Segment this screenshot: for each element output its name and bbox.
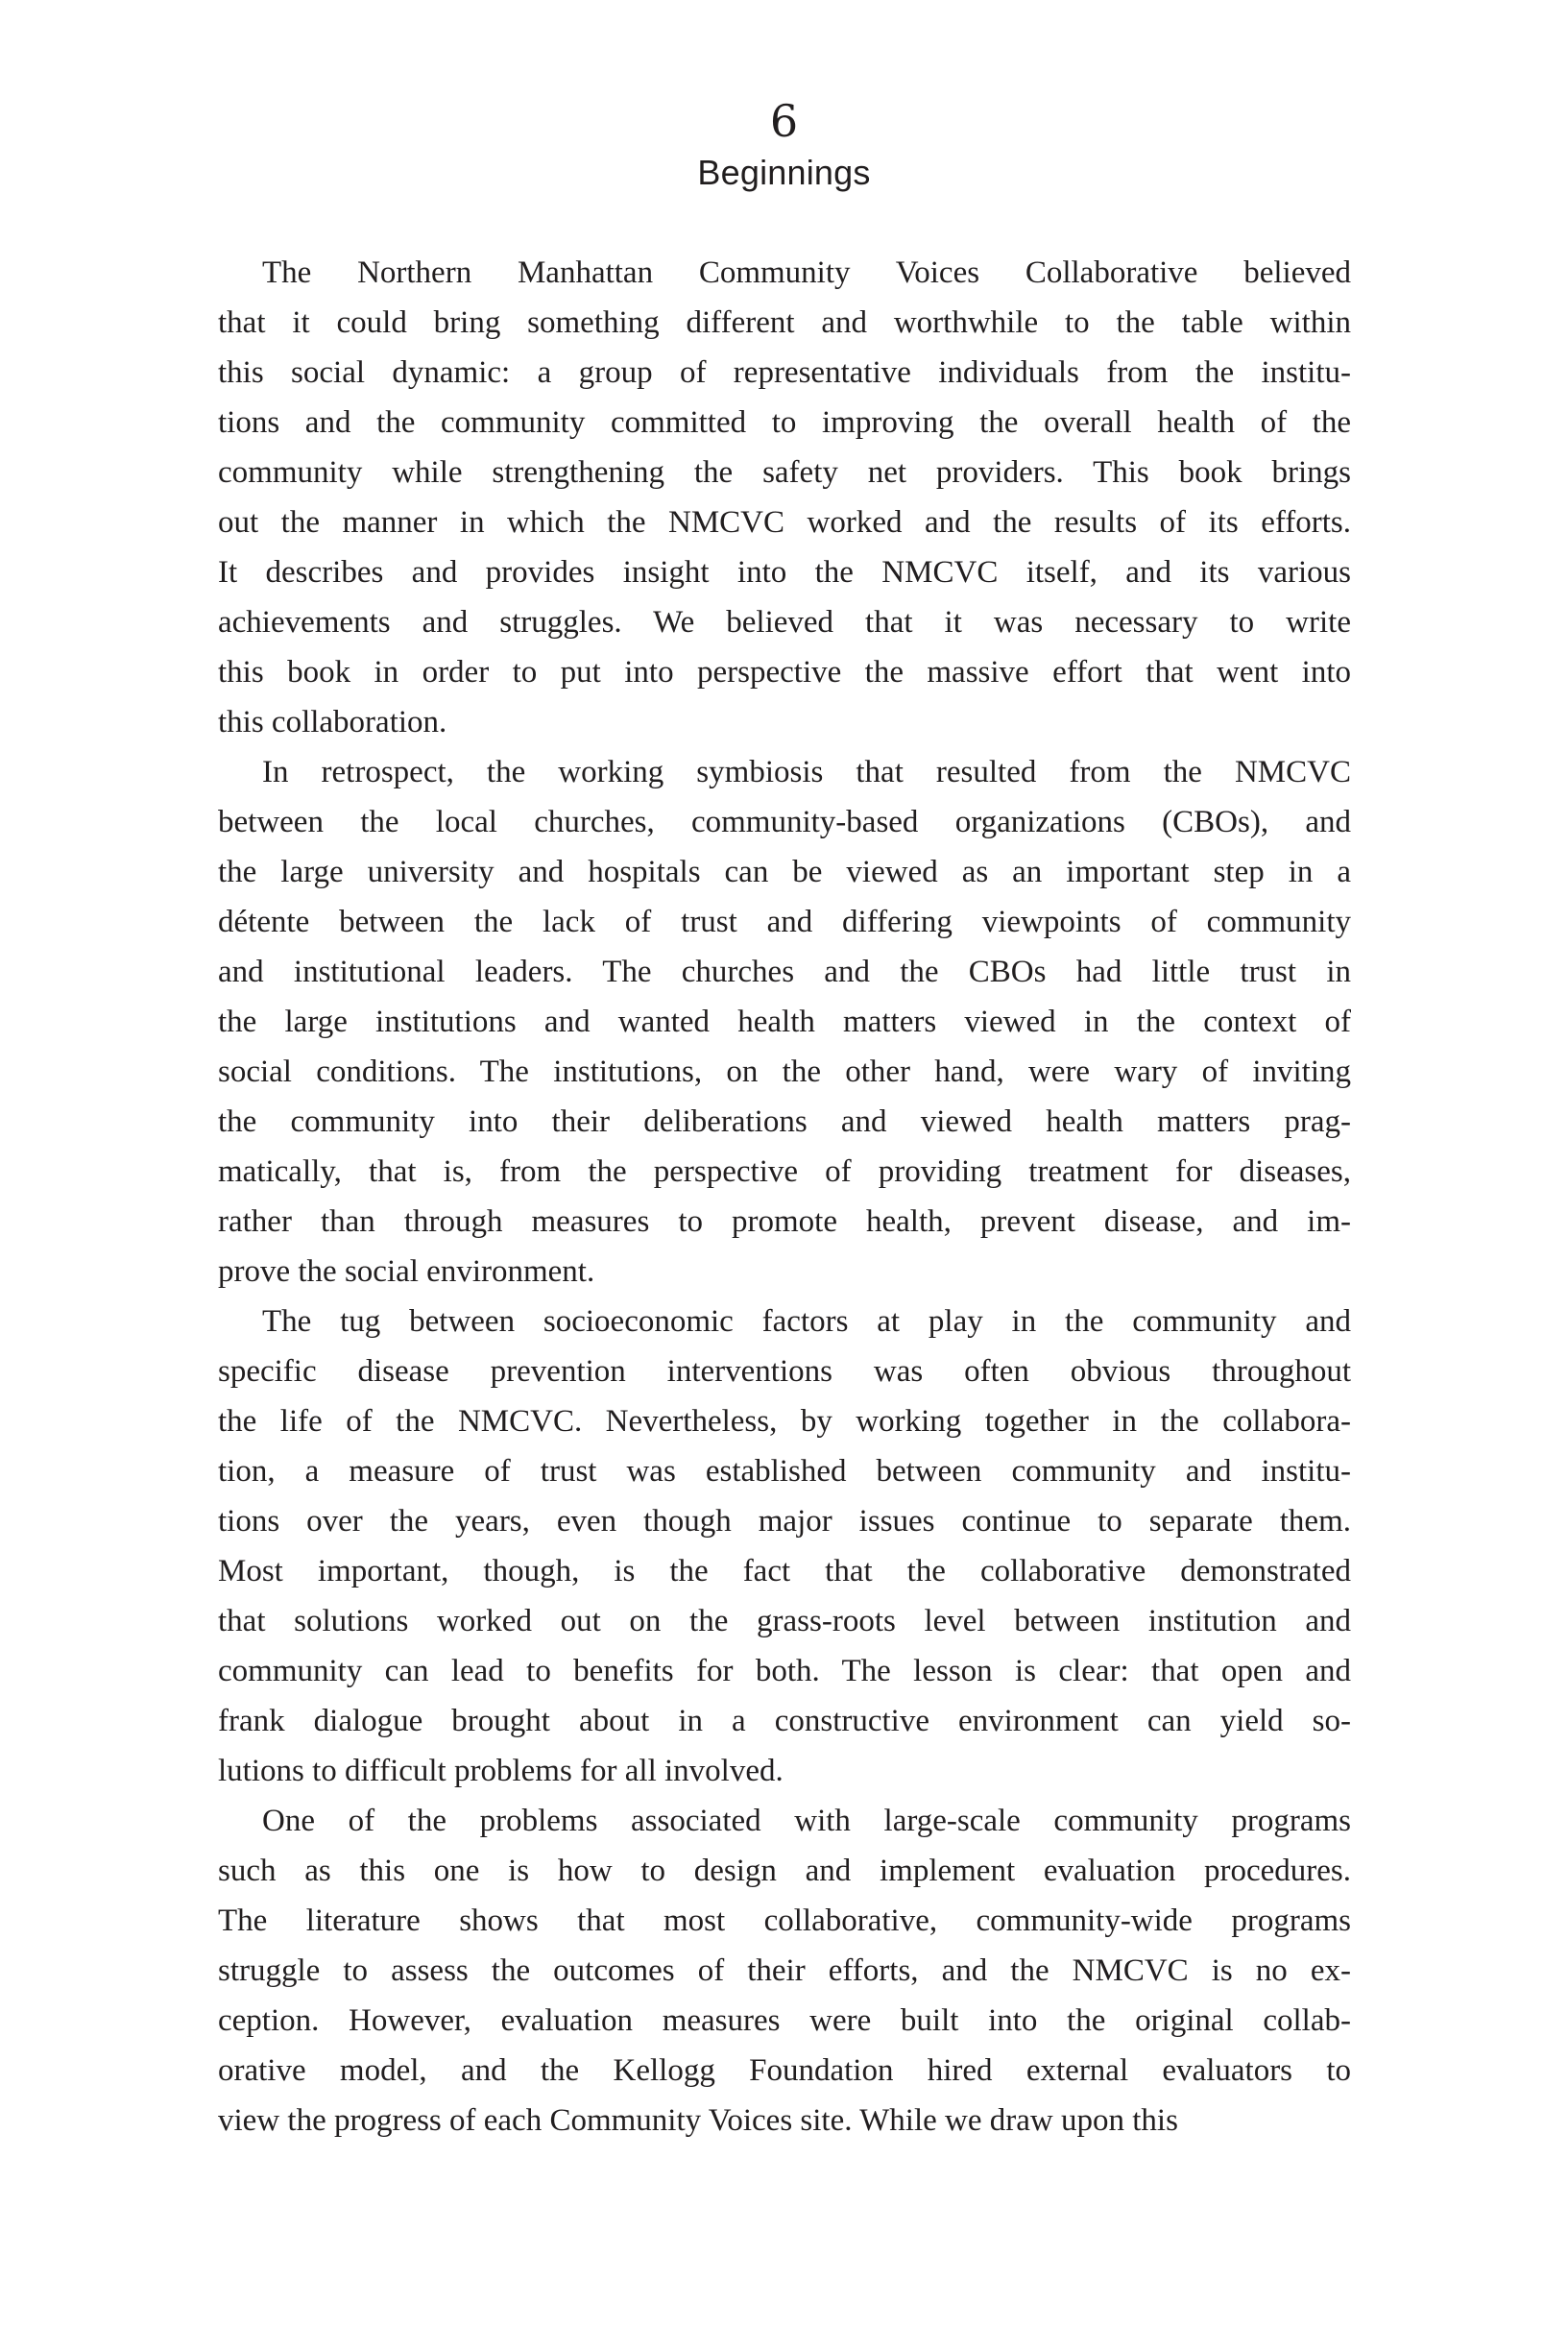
text-line: In retrospect, the working symbiosis that resulted from the NMCVC xyxy=(262,755,1351,789)
text-line: matically, that is, from the perspective of providing treatment for diseases, xyxy=(218,1154,1351,1189)
text-line: that solutions worked out on the grass-roots level between institution and xyxy=(218,1604,1351,1638)
text-line: this book in order to put into perspective the massive effort that went into xyxy=(218,655,1351,690)
text-line: lutions to difficult problems for all involved. xyxy=(218,1754,784,1788)
text-line: frank dialogue brought about in a constructive environment can yield so- xyxy=(218,1704,1351,1738)
text-line: tion, a measure of trust was established between community and institu- xyxy=(218,1454,1351,1489)
text-line: out the manner in which the NMCVC worked and the results of its efforts. xyxy=(218,505,1351,540)
text-line: specific disease prevention interventions was often obvious throughout xyxy=(218,1354,1351,1389)
text-line: rather than through measures to promote health, prevent disease, and im- xyxy=(218,1204,1351,1239)
text-line: that it could bring something different and worthwhile to the table within xyxy=(218,305,1351,340)
text-line: The literature shows that most collaborative, community-wide programs xyxy=(218,1903,1351,1938)
paragraph xyxy=(218,747,1351,1297)
paragraph xyxy=(218,1297,1351,1796)
text-line: view the progress of each Community Voices site. While we draw upon this xyxy=(218,2103,1178,2138)
text-line: the life of the NMCVC. Nevertheless, by working together in the collabora- xyxy=(218,1404,1351,1439)
text-line: the community into their deliberations and viewed health matters prag- xyxy=(218,1104,1351,1139)
text-line: between the local churches, community-based organizations (CBOs), and xyxy=(218,805,1351,839)
text-line: community can lead to benefits for both. The lesson is clear: that open and xyxy=(218,1654,1351,1688)
paragraph xyxy=(218,1796,1351,2146)
text-line: tions over the years, even though major issues continue to separate them. xyxy=(218,1504,1351,1539)
text-line: It describes and provides insight into the NMCVC itself, and its various xyxy=(218,555,1351,590)
text-line: struggle to assess the outcomes of their efforts, and the NMCVC is no ex- xyxy=(218,1953,1351,1988)
text-line: The Northern Manhattan Community Voices Collaborative believed xyxy=(262,255,1351,290)
text-line: the large university and hospitals can be viewed as an important step in a xyxy=(218,855,1351,889)
text-line: this social dynamic: a group of representative individuals from the institu- xyxy=(218,355,1351,390)
text-line: achievements and struggles. We believed that it was necessary to write xyxy=(218,605,1351,640)
text-line: orative model, and the Kellogg Foundation hired external evaluators to xyxy=(218,2053,1351,2088)
paragraph xyxy=(218,248,1351,747)
text-line: community while strengthening the safety net providers. This book brings xyxy=(218,455,1351,490)
text-line: tions and the community committed to improving the overall health of the xyxy=(218,405,1351,440)
text-line: the large institutions and wanted health matters viewed in the context of xyxy=(218,1005,1351,1039)
page-number: 6 xyxy=(769,95,799,147)
text-line: and institutional leaders. The churches and the CBOs had little trust in xyxy=(218,955,1351,989)
text-line: social conditions. The institutions, on the other hand, were wary of inviting xyxy=(218,1055,1351,1089)
text-line: détente between the lack of trust and differing viewpoints of community xyxy=(218,905,1351,939)
text-line: One of the problems associated with large-scale community programs xyxy=(262,1804,1351,1838)
chapter-title: Beginnings xyxy=(697,153,871,192)
text-line: The tug between socioeconomic factors at play in the community and xyxy=(262,1304,1351,1339)
text-block xyxy=(218,248,1351,2146)
text-line: such as this one is how to design and implement evaluation procedures. xyxy=(218,1854,1351,1888)
text-line: this collaboration. xyxy=(218,705,447,740)
text-line: ception. However, evaluation measures were built into the original collab- xyxy=(218,2003,1351,2038)
text-line: Most important, though, is the fact that the collaborative demonstrated xyxy=(218,1554,1351,1588)
text-line: prove the social environment. xyxy=(218,1254,595,1289)
